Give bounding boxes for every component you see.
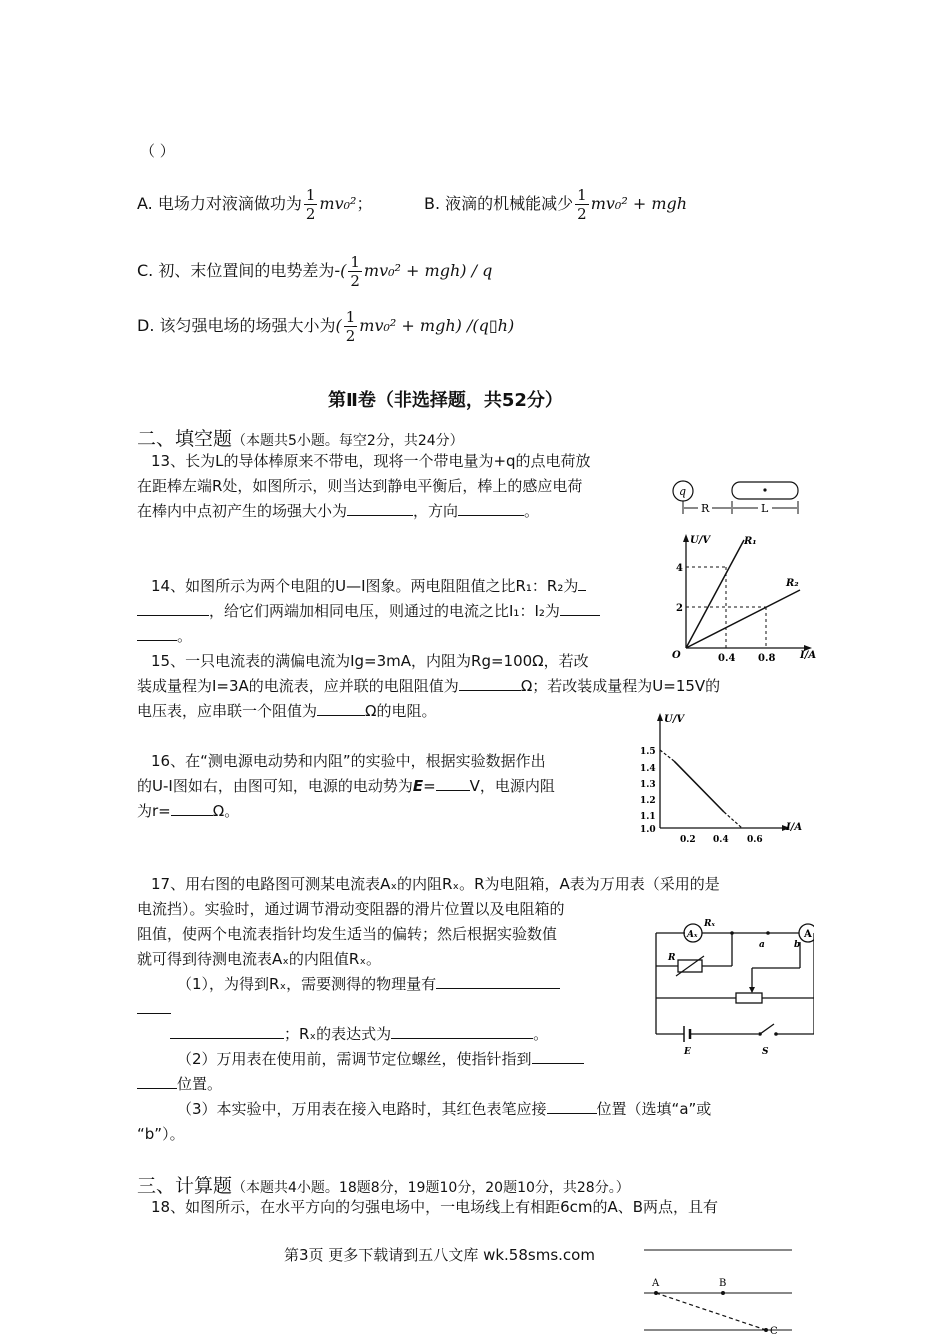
option-b-expr: mv₀² + mgh bbox=[590, 194, 688, 213]
y-tick-14: 1.4 bbox=[640, 764, 656, 774]
q17-blank-1b[interactable] bbox=[137, 999, 171, 1014]
section2-header bbox=[137, 424, 464, 451]
q15-line1: 15、一只电流表的满偏电流为Ig=3mA，内阻为Rg=100Ω，若改 bbox=[151, 652, 589, 670]
q13-figure bbox=[668, 478, 808, 524]
q13-line3 bbox=[137, 501, 539, 521]
option-a-end: ； bbox=[356, 194, 373, 213]
q14-text-2: ，给它们两端加相同电压，则通过的电流之比I₁：I₂为 bbox=[209, 602, 560, 620]
option-a-fraction bbox=[304, 186, 318, 223]
line-dash-end bbox=[724, 812, 742, 828]
switch-label: S bbox=[762, 1047, 769, 1057]
point-b bbox=[721, 1291, 725, 1295]
resistor-label: R bbox=[668, 953, 676, 963]
q14-blank-1a[interactable] bbox=[578, 576, 586, 591]
y-tick-11: 1.1 bbox=[640, 812, 656, 822]
junction bbox=[766, 931, 770, 935]
line-r2 bbox=[686, 590, 800, 648]
rheostat bbox=[736, 993, 762, 1003]
rx-label: Rₓ bbox=[704, 919, 715, 929]
y-axis-label: U/V bbox=[664, 714, 685, 725]
q14-line2 bbox=[137, 601, 600, 621]
option-a-label: A. 电场力对液滴做功为 bbox=[137, 194, 302, 213]
q16-text-3b: Ω。 bbox=[212, 802, 240, 820]
y-axis-label: U/V bbox=[690, 535, 711, 546]
q17-part3-cont: “b”）。 bbox=[137, 1125, 185, 1143]
frac-den: 2 bbox=[577, 205, 587, 223]
option-c-expr: mv₀² + mgh) / q bbox=[363, 261, 493, 280]
q17-blank-2[interactable] bbox=[391, 1024, 533, 1039]
variable-arrow bbox=[676, 956, 704, 976]
r2-label: R₂ bbox=[786, 578, 799, 589]
section2-head: 二、填空题 bbox=[137, 428, 233, 450]
charge-label: q bbox=[679, 485, 687, 498]
label-a: A bbox=[652, 1278, 660, 1289]
q16-text-2a: 的U-I图如右，由图可知，电源的电动势为 bbox=[137, 777, 413, 795]
q18-figure bbox=[640, 1244, 800, 1340]
q16-text-2c: V，电源内阻 bbox=[469, 777, 555, 795]
x-tick-04: 0.4 bbox=[713, 835, 729, 845]
label-c: C bbox=[770, 1326, 778, 1337]
frac-num: 1 bbox=[345, 308, 356, 326]
q15-line3 bbox=[137, 701, 436, 721]
q14-text-3: 。 bbox=[177, 627, 193, 645]
dim-label-r: R bbox=[701, 502, 710, 515]
q17-blank-1c[interactable] bbox=[170, 1024, 284, 1039]
section3-header bbox=[137, 1171, 630, 1198]
terminal-a: a bbox=[759, 940, 765, 950]
q15-blank-2[interactable] bbox=[317, 701, 365, 716]
section3-head: 三、计算题 bbox=[137, 1175, 233, 1197]
option-c-open: ( bbox=[340, 261, 347, 280]
q17-part3-text: （3）本实验中，万用表在接入电路时，其红色表笔应接 bbox=[177, 1100, 547, 1118]
frac-num: 1 bbox=[577, 186, 587, 204]
option-c-fraction bbox=[348, 253, 362, 290]
option-a bbox=[137, 186, 372, 223]
y-tick-10: 1.0 bbox=[640, 825, 656, 835]
q16-equals: = bbox=[423, 777, 436, 795]
frac-num: 1 bbox=[305, 186, 316, 204]
q17-part1-text: （1），为得到Rₓ，需要测得的物理量有 bbox=[177, 975, 437, 993]
q17-circuit bbox=[648, 916, 814, 1058]
segment-ac bbox=[656, 1293, 766, 1330]
q13-line2: 在距棒左端R处，如图所示，则当达到静电平衡后，棒上的感应电荷 bbox=[137, 477, 583, 495]
option-d-open: ( bbox=[335, 316, 342, 335]
option-b-fraction bbox=[575, 186, 589, 223]
q16-blank-1[interactable] bbox=[436, 776, 470, 791]
q14-blank-2[interactable] bbox=[560, 601, 600, 616]
dim-label-l: L bbox=[761, 502, 769, 515]
y-arrow bbox=[657, 713, 663, 721]
line-dash-start bbox=[660, 750, 674, 761]
q17-part2-cont bbox=[137, 1074, 222, 1094]
answer-bracket: （ ） bbox=[140, 142, 175, 160]
option-b bbox=[424, 186, 687, 223]
q16-line2 bbox=[137, 776, 555, 796]
switch-lever bbox=[760, 1024, 774, 1034]
q17-blank-3[interactable] bbox=[532, 1049, 584, 1064]
rod-midpoint bbox=[763, 488, 766, 491]
q14-line1 bbox=[151, 576, 586, 596]
page-footer: 第3页 更多下载请到五八文库 wk.58sms.com bbox=[284, 1246, 595, 1264]
q16-emf-symbol: E bbox=[412, 777, 424, 795]
option-d-label: D. 该匀强电场的场强大小为 bbox=[137, 316, 336, 335]
option-c bbox=[137, 253, 492, 290]
q17-blank-4[interactable] bbox=[547, 1099, 597, 1114]
option-d-expr: mv₀² + mgh) /(q▯h) bbox=[359, 316, 515, 335]
q17-part1-cont bbox=[137, 999, 171, 1019]
q14-blank-2b[interactable] bbox=[137, 626, 177, 641]
q15-blank-1[interactable] bbox=[459, 676, 521, 691]
q17-part2-text: （2）万用表在使用前，需调节定位螺丝，使指针指到 bbox=[177, 1050, 532, 1068]
q17-line2: 电流挡）。实验时，通过调节滑动变阻器的滑片位置以及电阻箱的 bbox=[137, 900, 565, 918]
q16-graph bbox=[636, 708, 812, 850]
q15-text-3a: 电压表，应串联一个阻值为 bbox=[137, 702, 318, 720]
q16-line3 bbox=[137, 801, 239, 821]
option-b-label: B. 液滴的机械能减少 bbox=[424, 194, 574, 213]
q13-text-c: 。 bbox=[524, 502, 540, 520]
option-a-expr: mv₀² bbox=[319, 194, 357, 213]
slider-arrow bbox=[749, 987, 755, 993]
frac-den: 2 bbox=[305, 205, 316, 223]
q17-part2 bbox=[177, 1049, 584, 1069]
origin-label: O bbox=[672, 650, 681, 661]
ammeter-a-label: A bbox=[804, 929, 812, 940]
q16-text-3a: 为r= bbox=[137, 802, 171, 820]
q17-part1-line2 bbox=[170, 1024, 548, 1044]
q17-line1: 17、用右图的电路图可测某电流表Aₓ的内阻Rₓ。R为电阻箱，A表为万用表（采用的是 bbox=[151, 875, 720, 893]
frac-den: 2 bbox=[345, 327, 356, 345]
q15-text-3b: Ω的电阻。 bbox=[365, 702, 437, 720]
q18-line1: 18、如图所示，在水平方向的匀强电场中，一电场线上有相距6cm的A、B两点，且有 bbox=[151, 1198, 719, 1216]
y-tick-13: 1.3 bbox=[640, 780, 656, 790]
q17-part2-end: 位置。 bbox=[177, 1075, 223, 1093]
part2-title: 第Ⅱ卷（非选择题，共52分） bbox=[328, 390, 563, 411]
q13-text-b: ，方向 bbox=[413, 502, 459, 520]
q17-blank-3b[interactable] bbox=[137, 1074, 177, 1089]
q13-text-a: 在棒内中点初产生的场强大小为 bbox=[137, 502, 348, 520]
q14-text-1: 14、如图所示为两个电阻的U—I图象。两电阻阻值之比R₁：R₂为 bbox=[151, 577, 579, 595]
q15-text-2b: Ω；若改装成量程为U=15V的 bbox=[520, 677, 721, 695]
y-arrow bbox=[683, 534, 689, 542]
line-solid bbox=[674, 761, 724, 812]
q17-part3-text-b: 位置（选填“a”或 bbox=[596, 1100, 712, 1118]
x-axis-label: I/A bbox=[786, 822, 803, 833]
q14-line3 bbox=[137, 626, 192, 646]
r1-label: R₁ bbox=[744, 536, 757, 547]
option-d bbox=[137, 308, 514, 345]
q17-part3 bbox=[177, 1099, 711, 1119]
tick-y4: 4 bbox=[676, 563, 683, 574]
q14-graph bbox=[668, 530, 816, 662]
q15-line2 bbox=[137, 676, 720, 696]
ammeter-ax-label: Aₓ bbox=[687, 930, 698, 940]
q17-part1-end: 。 bbox=[533, 1025, 549, 1043]
section2-note: （本题共5小题。每空2分，共24分） bbox=[232, 433, 464, 449]
battery-label: E bbox=[684, 1047, 691, 1057]
x-tick-06: 0.6 bbox=[747, 835, 763, 845]
tick-x04: 0.4 bbox=[718, 653, 736, 662]
x-tick-02: 0.2 bbox=[680, 835, 696, 845]
q17-part1 bbox=[177, 974, 560, 994]
q17-part1-expr-label: ；Rₓ的表达式为 bbox=[284, 1025, 392, 1043]
q17-blank-1[interactable] bbox=[436, 974, 560, 989]
q16-blank-2[interactable] bbox=[171, 801, 213, 816]
q17-line4: 就可得到待测电流表Aₓ的内阻值Rₓ。 bbox=[137, 950, 382, 968]
y-tick-15: 1.5 bbox=[640, 747, 656, 757]
x-axis-label: I/A bbox=[800, 650, 816, 661]
y-tick-12: 1.2 bbox=[640, 796, 656, 806]
section3-note: （本题共4小题。18题8分，19题10分，20题10分，共28分。） bbox=[232, 1180, 630, 1196]
q13-blank-1[interactable] bbox=[347, 501, 413, 516]
q13-blank-2[interactable] bbox=[458, 501, 524, 516]
tick-y2: 2 bbox=[676, 603, 683, 614]
tick-x08: 0.8 bbox=[758, 653, 776, 662]
q15-text-2a: 装成量程为I=3A的电流表，应并联的电阻阻值为 bbox=[137, 677, 459, 695]
terminal-b: b bbox=[794, 940, 801, 950]
frac-den: 2 bbox=[350, 272, 360, 290]
q16-line1: 16、在“测电源电动势和内阻”的实验中，根据实验数据作出 bbox=[151, 752, 546, 770]
q17-line3: 阻值，使两个电流表指针均发生适当的偏转；然后根据实验数值 bbox=[137, 925, 558, 943]
label-b: B bbox=[719, 1278, 727, 1289]
q13-line1: 13、长为L的导体棒原来不带电，现将一个带电量为+q的点电荷放 bbox=[151, 452, 591, 470]
option-d-fraction bbox=[344, 308, 358, 345]
line-r1 bbox=[686, 540, 744, 648]
option-c-label: C. 初、末位置间的电势差为- bbox=[137, 261, 341, 280]
q14-blank-1[interactable] bbox=[137, 601, 209, 616]
frac-num: 1 bbox=[350, 253, 360, 271]
